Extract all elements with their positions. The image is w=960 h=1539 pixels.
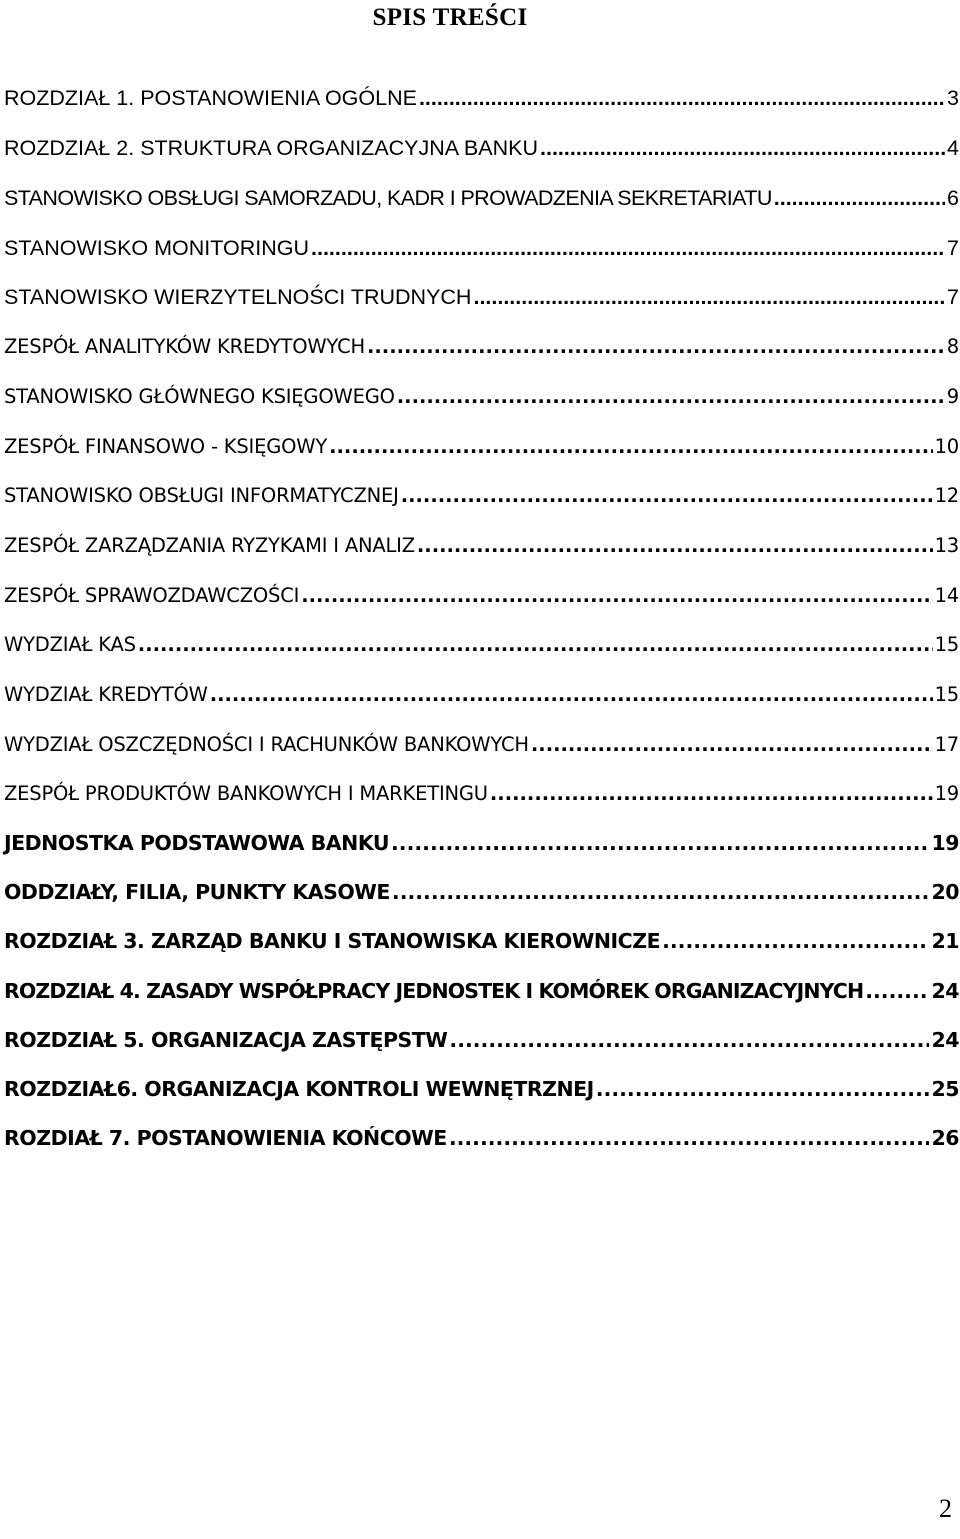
toc-leader-dots <box>449 1028 929 1052</box>
toc-entry-label: ZESPÓŁ ZARZĄDZANIA RYZYKAMI I ANALIZ <box>4 534 415 557</box>
toc-entry-page: 24 <box>931 1028 959 1052</box>
toc-entry-page: 24 <box>931 979 959 1003</box>
toc-entry[interactable] <box>4 979 959 1009</box>
toc-entry[interactable] <box>4 831 959 861</box>
toc-entry[interactable] <box>4 484 959 514</box>
toc-entry[interactable] <box>4 435 959 465</box>
toc-entry-page: 21 <box>931 929 959 953</box>
toc-entry[interactable] <box>4 1126 959 1156</box>
toc-entry-label: STANOWISKO WIERZYTELNOŚCI TRUDNYCH <box>4 285 472 309</box>
toc-entry-label: JEDNOSTKA PODSTAWOWA BANKU <box>4 831 389 855</box>
toc-leader-dots <box>865 979 929 1003</box>
toc-entry-page: 4 <box>947 136 959 160</box>
toc-entry-label: ROZDZIAŁ 1. POSTANOWIENIA OGÓLNE <box>4 86 417 110</box>
toc-entry[interactable] <box>4 385 959 415</box>
toc-entry-label: WYDZIAŁ OSZCZĘDNOŚCI I RACHUNKÓW BANKOWYCH <box>4 733 529 756</box>
toc-entry[interactable] <box>4 1028 959 1058</box>
toc-entry[interactable] <box>4 335 959 365</box>
toc-entry-page: 7 <box>947 236 959 260</box>
toc-leader-dots <box>392 880 930 904</box>
toc-entry-label: ZESPÓŁ PRODUKTÓW BANKOWYCH I MARKETINGU <box>4 782 488 805</box>
toc-entry[interactable] <box>4 733 959 763</box>
toc-entry-page: 9 <box>946 385 959 408</box>
toc-leader-dots <box>419 86 945 111</box>
toc-entry-label: STANOWISKO GŁÓWNEGO KSIĘGOWEGO <box>4 385 395 408</box>
toc-leader-dots <box>540 136 945 161</box>
toc-entry-label: ROZDIAŁ 7. POSTANOWIENIA KOŃCOWE <box>4 1126 447 1150</box>
toc-entry[interactable] <box>4 782 959 812</box>
toc-leader-dots <box>774 186 945 211</box>
toc-entry-label: ZESPÓŁ SPRAWOZDAWCZOŚCI <box>4 584 300 607</box>
toc-entry[interactable] <box>4 534 959 564</box>
toc-entry-page: 8 <box>946 335 959 358</box>
toc-entry-page: 17 <box>934 733 959 756</box>
toc-entry[interactable] <box>4 236 959 266</box>
toc-entry-label: ROZDZIAŁ 3. ZARZĄD BANKU I STANOWISKA KIEROWNICZE <box>4 929 661 953</box>
toc-entry-page: 25 <box>931 1077 959 1101</box>
toc-entry-page: 19 <box>931 831 959 855</box>
toc-entry[interactable] <box>4 633 959 663</box>
toc-leader-dots <box>490 782 933 805</box>
toc-leader-dots <box>531 733 933 756</box>
toc-entry[interactable] <box>4 683 959 713</box>
toc-leader-dots <box>301 584 932 607</box>
toc-leader-dots <box>138 633 933 656</box>
toc-entry[interactable] <box>4 136 959 166</box>
page-title: SPIS TREŚCI <box>372 4 528 31</box>
toc-entry-page: 7 <box>947 285 959 309</box>
toc-leader-dots <box>401 484 933 507</box>
toc-entry-label: ODDZIAŁY, FILIA, PUNKTY KASOWE <box>4 880 390 904</box>
toc-leader-dots <box>397 385 945 408</box>
toc-entry-page: 19 <box>934 782 959 805</box>
toc-entry-label: WYDZIAŁ KREDYTÓW <box>4 683 208 706</box>
toc-entry-label: ZESPÓŁ ANALITYKÓW KREDYTOWYCH <box>4 335 365 358</box>
toc-entry-page: 12 <box>934 484 959 507</box>
toc-leader-dots <box>210 683 933 706</box>
toc-entry-label: WYDZIAŁ KAS <box>4 633 136 656</box>
toc-leader-dots <box>417 534 933 557</box>
toc-leader-dots <box>662 929 929 953</box>
toc-entry[interactable] <box>4 929 959 959</box>
toc-entry[interactable] <box>4 86 959 116</box>
toc-entry-page: 26 <box>931 1126 959 1150</box>
toc-entry[interactable] <box>4 880 959 910</box>
toc-entry-label: ROZDZIAŁ6. ORGANIZACJA KONTROLI WEWNĘTRZNEJ <box>4 1077 594 1101</box>
toc-entry-page: 15 <box>934 683 959 706</box>
toc-entry[interactable] <box>4 285 959 315</box>
toc-entry-page: 6 <box>947 186 959 210</box>
toc-entry-page: 3 <box>947 86 959 110</box>
toc-leader-dots <box>329 435 932 458</box>
toc-leader-dots <box>596 1077 930 1101</box>
toc-entry-page: 14 <box>934 584 959 607</box>
toc-entry-label: ROZDZIAŁ 5. ORGANIZACJA ZASTĘPSTW <box>4 1028 448 1052</box>
toc-entry-label: STANOWISKO OBSŁUGI SAMORZADU, KADR I PROWADZENIA SEKRETARIATU <box>4 186 772 210</box>
page-number: 2 <box>939 1494 952 1523</box>
toc-entry-label: ROZDZIAŁ 2. STRUKTURA ORGANIZACYJNA BANKU <box>4 136 539 160</box>
toc-entry-page: 13 <box>934 534 959 557</box>
toc-entry-label: ROZDZIAŁ 4. ZASADY WSPÓŁPRACY JEDNOSTEK I KOMÓREK ORGANIZACYJNYCH <box>4 979 864 1003</box>
toc-leader-dots <box>473 285 945 310</box>
toc-entry[interactable] <box>4 186 959 216</box>
toc-leader-dots <box>367 335 945 358</box>
toc-leader-dots <box>311 236 945 261</box>
toc-leader-dots <box>449 1126 930 1150</box>
toc-entry[interactable] <box>4 584 959 614</box>
toc-entry[interactable] <box>4 1077 959 1107</box>
toc-entry-label: STANOWISKO MONITORINGU <box>4 236 309 260</box>
toc-entry-label: ZESPÓŁ FINANSOWO - KSIĘGOWY <box>4 435 328 458</box>
toc-leader-dots <box>391 831 929 855</box>
toc-entry-page: 15 <box>934 633 959 656</box>
toc-entry-page: 10 <box>934 435 959 458</box>
toc-entry-page: 20 <box>931 880 959 904</box>
toc-entry-label: STANOWISKO OBSŁUGI INFORMATYCZNEJ <box>4 484 399 507</box>
